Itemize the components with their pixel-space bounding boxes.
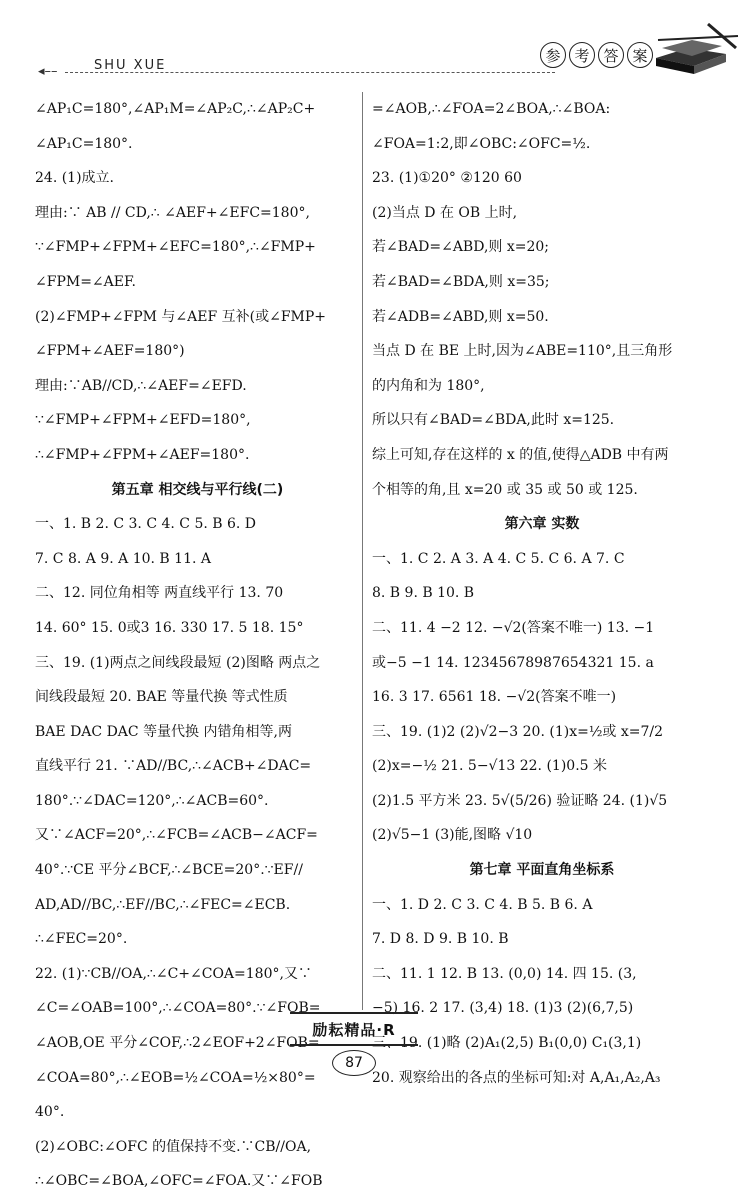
answer-line: ∠C=∠OAB=100°,∴∠COA=80°.∵∠FOB= — [35, 1000, 321, 1017]
answer-line: 综上可知,存在这样的 x 的值,使得△ADB 中有两 — [372, 446, 669, 463]
column-divider — [362, 92, 363, 1010]
answer-line: 14. 60° 15. 0或3 16. 330 17. 5 18. 15° — [35, 619, 304, 636]
page-header — [0, 0, 750, 90]
answer-line: ∠FPM+∠AEF=180°) — [35, 343, 185, 360]
badge-char: 参 — [540, 42, 566, 68]
answer-line: (2)1.5 平方米 23. 5√(5/26) 验证略 24. (1)√5 — [372, 792, 668, 809]
answer-line: 或−5 −1 14. 12345678987654321 15. a — [372, 654, 654, 671]
answer-line: 7. D 8. D 9. B 10. B — [372, 931, 509, 948]
answer-line: 三、19. (1)两点之间线段最短 (2)图略 两点之 — [35, 654, 321, 671]
answer-line: ∠AOB,OE 平分∠COF,∴2∠EOF+2∠FOB= — [35, 1035, 320, 1052]
answer-line: 若∠BAD=∠ABD,则 x=20; — [372, 239, 549, 256]
answer-line: 180°.∵∠DAC=120°,∴∠ACB=60°. — [35, 792, 269, 809]
right-column — [372, 92, 712, 1095]
answer-line: 直线平行 21. ∵AD//BC,∴∠ACB+∠DAC= — [35, 758, 312, 775]
answer-line: 24. (1)成立. — [35, 170, 114, 187]
answer-line: 三、19. (1)2 (2)√2−3 20. (1)x=½或 x=7/2 — [372, 723, 663, 740]
answer-line: 一、1. C 2. A 3. A 4. C 5. C 6. A 7. C — [372, 550, 625, 567]
chapter-title: 第五章 相交线与平行线(二) — [111, 481, 284, 498]
badge-char: 考 — [569, 42, 595, 68]
answer-line: 三、19. (1)略 (2)A₁(2,5) B₁(0,0) C₁(3,1) — [372, 1035, 642, 1052]
books-pen-icon — [648, 18, 743, 78]
page-footer — [0, 1010, 750, 1088]
answer-line: 当点 D 在 BE 上时,因为∠ABE=110°,且三角形 — [372, 343, 673, 360]
answer-line: ∵∠FMP+∠FPM+∠EFC=180°,∴∠FMP+ — [35, 239, 316, 256]
chapter-title: 第七章 平面直角坐标系 — [469, 862, 615, 879]
answer-line: 若∠BAD=∠BDA,则 x=35; — [372, 273, 550, 290]
answer-line: 一、1. B 2. C 3. C 4. C 5. B 6. D — [35, 516, 257, 533]
badge-char: 答 — [598, 42, 624, 68]
answer-line: 22. (1)∵CB//OA,∴∠C+∠COA=180°,又∵ — [35, 965, 312, 982]
answer-line: 7. C 8. A 9. A 10. B 11. A — [35, 550, 211, 567]
answer-line: −5) 16. 2 17. (3,4) 18. (1)3 (2)(6,7,5) — [372, 1000, 634, 1017]
arrow-decoration-icon: ◂–– — [38, 64, 58, 79]
answer-line: 的内角和为 180°, — [372, 377, 485, 394]
answer-line: BAE DAC DAC 等量代换 内错角相等,两 — [35, 723, 292, 740]
publisher-label: 励耘精品·R — [290, 1012, 418, 1046]
answer-line: (2)x=−½ 21. 5−√13 22. (1)0.5 米 — [372, 758, 608, 775]
answer-line: 理由:∵ AB // CD,∴ ∠AEF+∠EFC=180°, — [35, 204, 310, 221]
answer-line: 一、1. D 2. C 3. C 4. B 5. B 6. A — [372, 896, 593, 913]
answer-line: ∴∠FMP+∠FPM+∠AEF=180°. — [35, 446, 250, 463]
chapter-title: 第六章 实数 — [504, 516, 580, 533]
answer-line: 间线段最短 20. BAE 等量代换 等式性质 — [35, 689, 288, 706]
answer-line: 二、12. 同位角相等 两直线平行 13. 70 — [35, 585, 284, 602]
answer-line: ∠COA=80°,∴∠EOB=½∠COA=½×80°= — [35, 1069, 316, 1086]
answer-line: 20. 观察给出的各点的坐标可知:对 A,A₁,A₂,A₃ — [372, 1069, 661, 1086]
answer-line: 理由:∵AB//CD,∴∠AEF=∠EFD. — [35, 377, 247, 394]
answer-line: 又∵∠ACF=20°,∴∠FCB=∠ACB−∠ACF= — [35, 827, 318, 844]
answer-line: (2)∠OBC:∠OFC 的值保持不变.∵CB//OA, — [35, 1138, 312, 1155]
answer-line: ∠AP₁C=180°,∠AP₁M=∠AP₂C,∴∠AP₂C+ — [35, 101, 316, 117]
answer-line: ∴∠OBC=∠BOA,∠OFC=∠FOA.又∵∠FOB — [35, 1173, 323, 1190]
answer-line: 40°. — [35, 1104, 65, 1121]
answer-line: =∠AOB,∴∠FOA=2∠BOA,∴∠BOA: — [372, 101, 611, 117]
answer-line: (2)√5−1 (3)能,图略 √10 — [372, 827, 533, 844]
badge-char: 案 — [627, 42, 653, 68]
answer-line: ∠FPM=∠AEF. — [35, 273, 136, 290]
answer-key-badges — [540, 42, 653, 68]
answer-line: 若∠ADB=∠ABD,则 x=50. — [372, 308, 549, 325]
answer-line: 16. 3 17. 6561 18. −√2(答案不唯一) — [372, 689, 617, 706]
answer-line: 8. B 9. B 10. B — [372, 585, 475, 602]
page-number: 87 — [332, 1050, 376, 1076]
answer-line: 所以只有∠BAD=∠BDA,此时 x=125. — [372, 412, 615, 429]
answer-line: (2)当点 D 在 OB 上时, — [372, 204, 518, 221]
answer-line: ∠FOA=1:2,即∠OBC:∠OFC=½. — [372, 135, 591, 152]
answer-line: 40°.∵CE 平分∠BCF,∴∠BCE=20°.∵EF// — [35, 862, 303, 879]
answer-line: ∠AP₁C=180°. — [35, 135, 133, 152]
answer-line: 二、11. 4 −2 12. −√2(答案不唯一) 13. −1 — [372, 619, 655, 636]
answer-line: AD,AD//BC,∴EF//BC,∴∠FEC=∠ECB. — [35, 896, 291, 913]
subject-label: SHU XUE — [94, 58, 167, 73]
answer-line: 23. (1)①20° ②120 60 — [372, 170, 522, 187]
answer-line: 个相等的角,且 x=20 或 35 或 50 或 125. — [372, 481, 638, 498]
answer-line: 二、11. 1 12. B 13. (0,0) 14. 四 15. (3, — [372, 965, 637, 982]
answer-line: (2)∠FMP+∠FPM 与∠AEF 互补(或∠FMP+ — [35, 308, 327, 325]
answer-line: ∵∠FMP+∠FPM+∠EFD=180°, — [35, 412, 251, 429]
answer-line: ∴∠FEC=20°. — [35, 931, 128, 948]
